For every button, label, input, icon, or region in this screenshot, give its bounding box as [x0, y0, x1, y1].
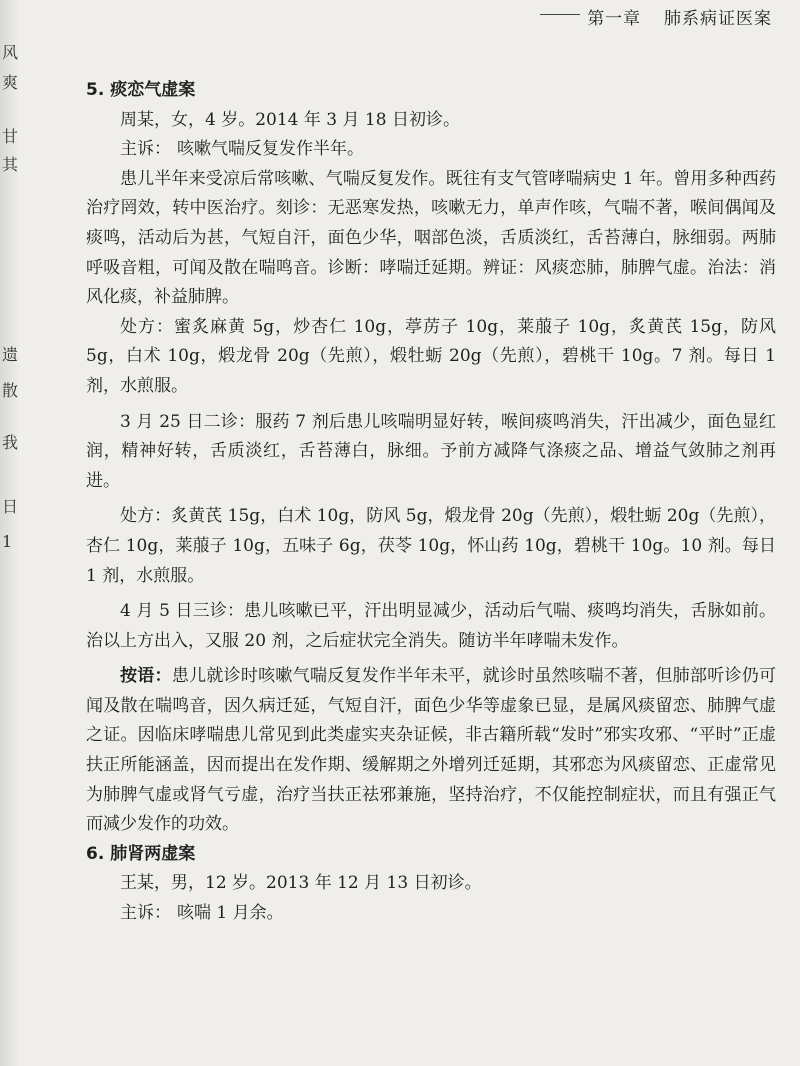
- case5-heading: 5. 痰恋气虚案: [86, 80, 196, 100]
- commentary-text: 患儿就诊时咳嗽气喘反复发作半年未平，就诊时虽然咳喘不著，但肺部听诊仍可闻及散在喘鸣音，因久病迁延，气短自汗，面色少华等虚象已显，是属风痰留恋、肺脾气虚之证。因临床哮喘患儿常见到此类虚实夹杂证候，非古籍所载“发时”邪实攻邪、“平时”正虚扶正所能涵盖，因而提出在发作期、缓解期之外增列迁延期，其邪恋为风痰留恋、正虚常见为肺脾气虚或肾气亏虚，治疗当扶正祛邪兼施，坚持治疗，不仅能控制症状，而且有强正气而减少发作的功效。: [86, 666, 777, 835]
- complaint-label: 主诉：: [120, 903, 171, 924]
- case5-visit-2: 3 月 25 日二诊：服药 7 剂后患儿咳喘明显好转，喉间痰鸣消失，汗出减少，面色显红润，精神好转，舌质淡红，舌苔薄白，脉细。予前方减降气涤痰之品、增益气敛肺之剂再进。: [86, 411, 776, 491]
- margin-char: 爽: [2, 73, 19, 92]
- case5-prescription-2: [86, 502, 776, 591]
- complaint-text: 咳喘 1 月余。: [177, 903, 284, 924]
- facing-page-edge: [0, 0, 22, 1066]
- header-rule: [540, 14, 580, 15]
- margin-char: 甘: [2, 127, 19, 146]
- margin-char: 其: [2, 155, 19, 174]
- margin-char: 日: [2, 497, 19, 516]
- margin-char: 遗: [2, 345, 19, 364]
- case6-heading: 6. 肺肾两虚案: [86, 843, 196, 864]
- rx-label: 处方：: [120, 506, 172, 527]
- chapter-label: 第一章: [587, 9, 642, 29]
- complaint-text: 咳嗽气喘反复发作半年。: [177, 139, 364, 160]
- case5-history: 患儿半年来受凉后常咳嗽、气喘反复发作。既往有支气管哮喘病史 1 年。曾用多种西药治疗罔效，转中医治疗。刻诊：无恶寒发热，咳嗽无力，单声作咳，气喘不著，喉间偶闻及痰鸣，活动后为甚，气短自汗，面色少华，咽部色淡，舌质淡红，舌苔薄白，脉细弱。两肺呼吸音粗，可闻及散在喘鸣音。诊断：哮喘迁延期。辨证：风痰恋肺，肺脾气虚。治法：消风化痰，补益肺脾。: [86, 168, 776, 308]
- page-body: [86, 76, 776, 929]
- rx-text: 蜜炙麻黄 5g，炒杏仁 10g，葶苈子 10g，莱菔子 10g，炙黄芪 15g，防风 5g，白术 10g，煅龙骨 20g（先煎），煅牡蛎 20g（先煎），碧桃干 10g。7 剂。每日 1 剂，水煎服。: [86, 316, 777, 396]
- case5-complaint: [86, 135, 776, 165]
- rx-text: 炙黄芪 15g，白术 10g，防风 5g，煅龙骨 20g（先煎），煅牡蛎 20g（先煎），杏仁 10g，莱菔子 10g，五味子 6g，茯苓 10g，怀山药 10g，碧桃干 10g。10 剂。每日 1 剂，水煎服。: [86, 506, 777, 586]
- commentary-label: 按语：: [120, 666, 172, 687]
- case5-visit-3: 4 月 5 日三诊：患儿咳嗽已平，汗出明显减少，活动后气喘、痰鸣均消失，舌脉如前。治以上方出入，又服 20 剂，之后症状完全消失。随访半年哮喘未发作。: [86, 601, 776, 651]
- case6-complaint: [86, 899, 776, 929]
- rx-label: 处方：: [120, 316, 175, 337]
- margin-char: 风: [2, 43, 19, 62]
- chapter-title: 肺系病证医案: [664, 9, 772, 29]
- case5-prescription-1: [86, 313, 776, 402]
- margin-char: 散: [2, 381, 19, 400]
- case6-patient: 王某，男，12 岁。2013 年 12 月 13 日初诊。: [120, 873, 482, 894]
- case5-patient: 周某，女，4 岁。2014 年 3 月 18 日初诊。: [120, 109, 460, 130]
- complaint-label: 主诉：: [120, 139, 171, 160]
- margin-char: 我: [2, 433, 19, 452]
- running-header: [587, 4, 772, 29]
- margin-char: 1: [2, 532, 13, 551]
- case5-commentary: [86, 662, 776, 840]
